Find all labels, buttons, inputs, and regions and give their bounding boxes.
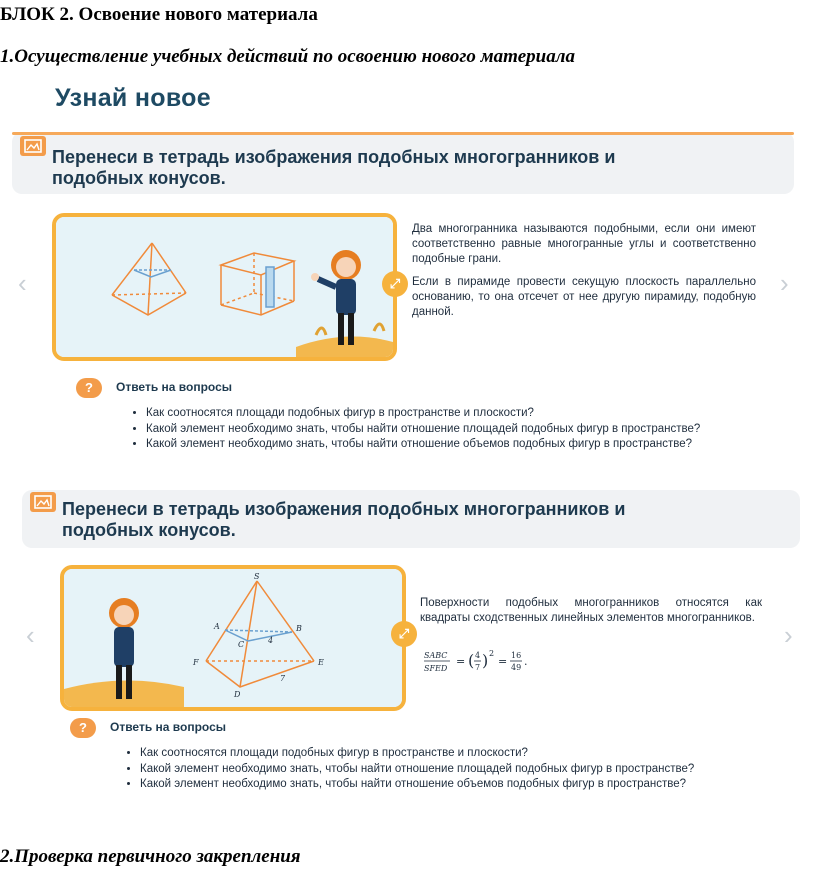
- prev-slide-button[interactable]: ‹: [26, 620, 35, 650]
- pyramid-diagram: [64, 569, 402, 707]
- ratio-denominator: 7: [475, 663, 481, 672]
- label-F: F: [193, 658, 199, 667]
- area-ratio-formula: [424, 648, 574, 677]
- label-B: B: [296, 624, 302, 633]
- formula-numerator: SABC: [424, 651, 448, 660]
- lesson-title: Узнай новое: [55, 84, 211, 112]
- edge-label-4: 4: [268, 636, 274, 645]
- svg-text:=: =: [456, 655, 466, 668]
- svg-text:(: (: [468, 651, 475, 670]
- label-A: A: [214, 622, 220, 631]
- task-banner-2: [22, 490, 800, 548]
- questions-label: Ответь на вопросы: [110, 720, 227, 734]
- questions-label: Ответь на вопросы: [116, 380, 233, 394]
- ratio-numerator: 4: [475, 651, 481, 660]
- illustration-frame-1: [52, 213, 397, 361]
- paragraph-pyramid-section: Если в пирамиде провести секущую плоскость параллельно основанию, то она отсечет от нее другую пирамиду, подобную данной.: [412, 276, 756, 318]
- result-denominator: 49: [511, 663, 522, 672]
- block-heading: БЛОК 2. Освоение нового материала: [0, 4, 318, 25]
- question-icon: ?: [70, 718, 96, 738]
- expand-image-button[interactable]: ⤢: [382, 271, 408, 297]
- paragraph-similarity-definition: Два многогранника называются подобными, если они имеют соответственно равные многогранные углы и соответственно подобные грани.: [412, 223, 756, 265]
- label-D: D: [234, 690, 241, 699]
- svg-text:=: =: [498, 655, 508, 668]
- edge-label-7: 7: [280, 674, 286, 683]
- prev-slide-button[interactable]: ‹: [18, 268, 27, 298]
- list-item: • Как соотносятся площади подобных фигур в пространстве и плоскости?: [140, 746, 780, 761]
- question-icon: ?: [76, 378, 102, 398]
- next-slide-button[interactable]: ›: [784, 620, 793, 650]
- banner-accent-bar: [12, 132, 794, 135]
- definition-text-2: [420, 596, 762, 634]
- formula-denominator: SFED: [424, 664, 448, 673]
- list-item: • Как соотносятся площади подобных фигур в пространстве и плоскости?: [146, 406, 786, 421]
- polyhedra-illustration: [56, 217, 393, 357]
- list-item: • Какой элемент необходимо знать, чтобы найти отношение объемов подобных фигур в пространстве?: [146, 437, 786, 452]
- task-banner-1: [12, 132, 794, 194]
- label-S: S: [254, 572, 260, 581]
- paragraph-surfaces-ratio: Поверхности подобных многогранников относятся как квадраты сходственных линейных элементов многогранников.: [420, 597, 762, 624]
- list-item: • Какой элемент необходимо знать, чтобы найти отношение объемов подобных фигур в пространстве?: [140, 777, 780, 792]
- questions-list-2: [124, 746, 780, 793]
- step1-heading: 1.Осуществление учебных действий по освоению нового материала: [0, 46, 575, 67]
- banner-line-2: подобных конусов.: [62, 520, 236, 540]
- step2-heading: 2.Проверка первичного закрепления: [0, 846, 301, 867]
- label-C: C: [238, 640, 245, 649]
- questions-list-1: [130, 406, 786, 453]
- image-icon: [30, 492, 56, 512]
- expand-image-button[interactable]: ⤢: [391, 621, 417, 647]
- list-item: • Какой элемент необходимо знать, чтобы найти отношение площадей подобных фигур в пространстве?: [140, 762, 780, 777]
- banner-line-1: Перенеси в тетрадь изображения подобных многогранников и: [62, 499, 626, 519]
- label-E: E: [318, 658, 324, 667]
- result-numerator: 16: [511, 651, 522, 660]
- image-icon: [20, 136, 46, 156]
- definition-text-1: [412, 222, 756, 328]
- svg-text:.: .: [524, 655, 528, 668]
- svg-text:): ): [482, 651, 489, 670]
- illustration-frame-2: [60, 565, 406, 711]
- banner-line-1: Перенеси в тетрадь изображения подобных многогранников и: [52, 147, 616, 167]
- banner-line-2: подобных конусов.: [52, 168, 226, 188]
- ratio-power: 2: [489, 649, 495, 658]
- next-slide-button[interactable]: ›: [780, 268, 789, 298]
- list-item: • Какой элемент необходимо знать, чтобы найти отношение площадей подобных фигур в пространстве?: [146, 422, 786, 437]
